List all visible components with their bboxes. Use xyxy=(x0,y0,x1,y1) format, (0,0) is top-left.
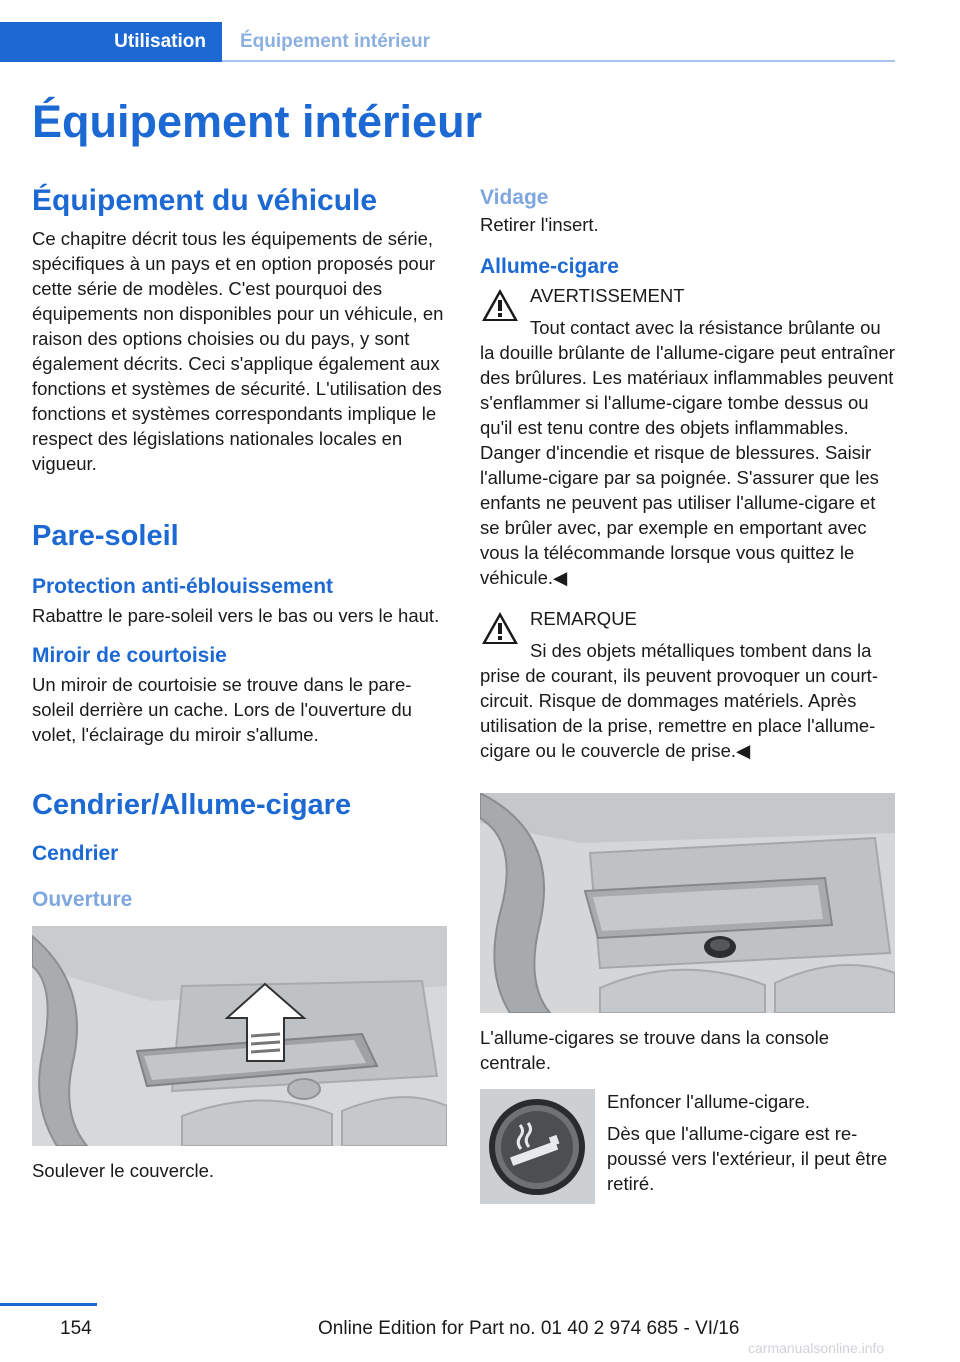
notice-heading: REMARQUE xyxy=(530,608,637,629)
notice-text: Si des objets métalliques tombent dans la prise de courant, ils peuvent provoquer un court-circuit. Risque de dommages matériels. Après utilisation de la prise, remettre en place l'allume-cigare ou le couvercle de prise.◀ xyxy=(480,640,878,761)
section-body-equipement-vehicule: Ce chapitre décrit tous les équipements de série, spécifiques à un pays et en option proposés pour cette série de modèles. C'est pourquoi des équipements non disponibles pour un véhicule, en raison des options choisies ou du pays, y sont également décrits. Ceci s'applique également aux fonctions et systèmes de sécurité. L'utilisation des fonctions et systèmes correspondants implique le respect des législations nationales locales en vigueur. xyxy=(32,228,444,474)
lighter-instruction-text xyxy=(607,1089,897,1196)
chapter-title: Équipement intérieur xyxy=(32,96,483,147)
minor-title-vidage: Vidage xyxy=(480,186,549,209)
right-column xyxy=(480,180,896,1209)
minor-title-ouverture: Ouverture xyxy=(32,888,133,911)
subsection-body-miroir: Un miroir de courtoisie se trouve dans le pare-soleil derrière un cache. Lors de l'ouverture du volet, l'éclairage du miroir s'allume. xyxy=(32,674,412,745)
header-bar xyxy=(0,22,895,62)
lighter-figure xyxy=(480,1089,595,1204)
lighter-console-figure xyxy=(480,793,895,1013)
watermark: carmanualsonline.info xyxy=(748,1340,885,1356)
push-instruction: Enfoncer l'allume-cigare. xyxy=(607,1091,811,1112)
subsection-title-cendrier: Cendrier xyxy=(32,842,119,865)
page-number: 154 xyxy=(60,1318,92,1339)
pushed-instruction: Dès que l'allume-cigare est repoussé vers l'extérieur, il peut être retiré. xyxy=(607,1123,888,1194)
edition-text: Online Edition for Part no. 01 40 2 974 685 - VI/16 xyxy=(318,1318,740,1339)
ashtray-figure xyxy=(32,926,447,1146)
section-title-cendrier-allume-cigare: Cendrier/Allume-cigare xyxy=(32,789,352,821)
figure-caption-lighter-console: L'allume-cigares se trouve dans la console centrale. xyxy=(480,1027,830,1073)
center-console-illustration xyxy=(480,793,895,1013)
section-title-pare-soleil: Pare-soleil xyxy=(32,520,179,552)
cigarette-lighter-icon xyxy=(480,1089,595,1204)
warning-block-avertissement xyxy=(480,283,896,590)
subsection-title-protection: Protection anti-éblouissement xyxy=(32,575,334,598)
notice-triangle-icon xyxy=(480,610,520,646)
figure-caption-ashtray: Soulever le couvercle. xyxy=(32,1160,215,1181)
tab-utilisation[interactable]: Utilisation xyxy=(0,22,222,62)
section-title-equipement-vehicule: Équipement du véhicule xyxy=(32,184,378,217)
subsection-body-protection: Rabattre le pare-soleil vers le bas ou vers le haut. xyxy=(32,605,440,626)
ashtray-illustration xyxy=(32,926,447,1146)
warning-heading: AVERTISSEMENT xyxy=(530,285,685,306)
tab-equipement-interieur[interactable]: Équipement intérieur xyxy=(240,31,431,52)
warning-text: Tout contact avec la résistance brûlante ou la douille brûlante de l'allume-cigare peut entraîner des brûlures. Les matériaux inflammables peuvent s'enflammer si l'allume-cigare tombe dessus ou qu'il est tenu contre des objets inflammables. Danger d'incendie et risque de blessures. Saisir l'allume-cigare par sa poignée. S'assurer que les enfants ne peuvent pas utiliser l'allume-cigare et se brûler avec, par exemple en emportant avec vous la télécommande lorsque vous quittez le véhicule.◀ xyxy=(480,317,895,588)
warning-block-remarque xyxy=(480,606,896,763)
footer-accent-line xyxy=(0,1303,97,1306)
header-divider xyxy=(222,60,895,62)
warning-triangle-icon xyxy=(480,287,520,323)
subsection-title-miroir: Miroir de courtoisie xyxy=(32,644,227,667)
lighter-instruction-block xyxy=(480,1089,896,1209)
minor-body-vidage: Retirer l'insert. xyxy=(480,214,599,235)
left-column xyxy=(32,180,450,1183)
subsection-title-allume-cigare: Allume-cigare xyxy=(480,255,619,278)
